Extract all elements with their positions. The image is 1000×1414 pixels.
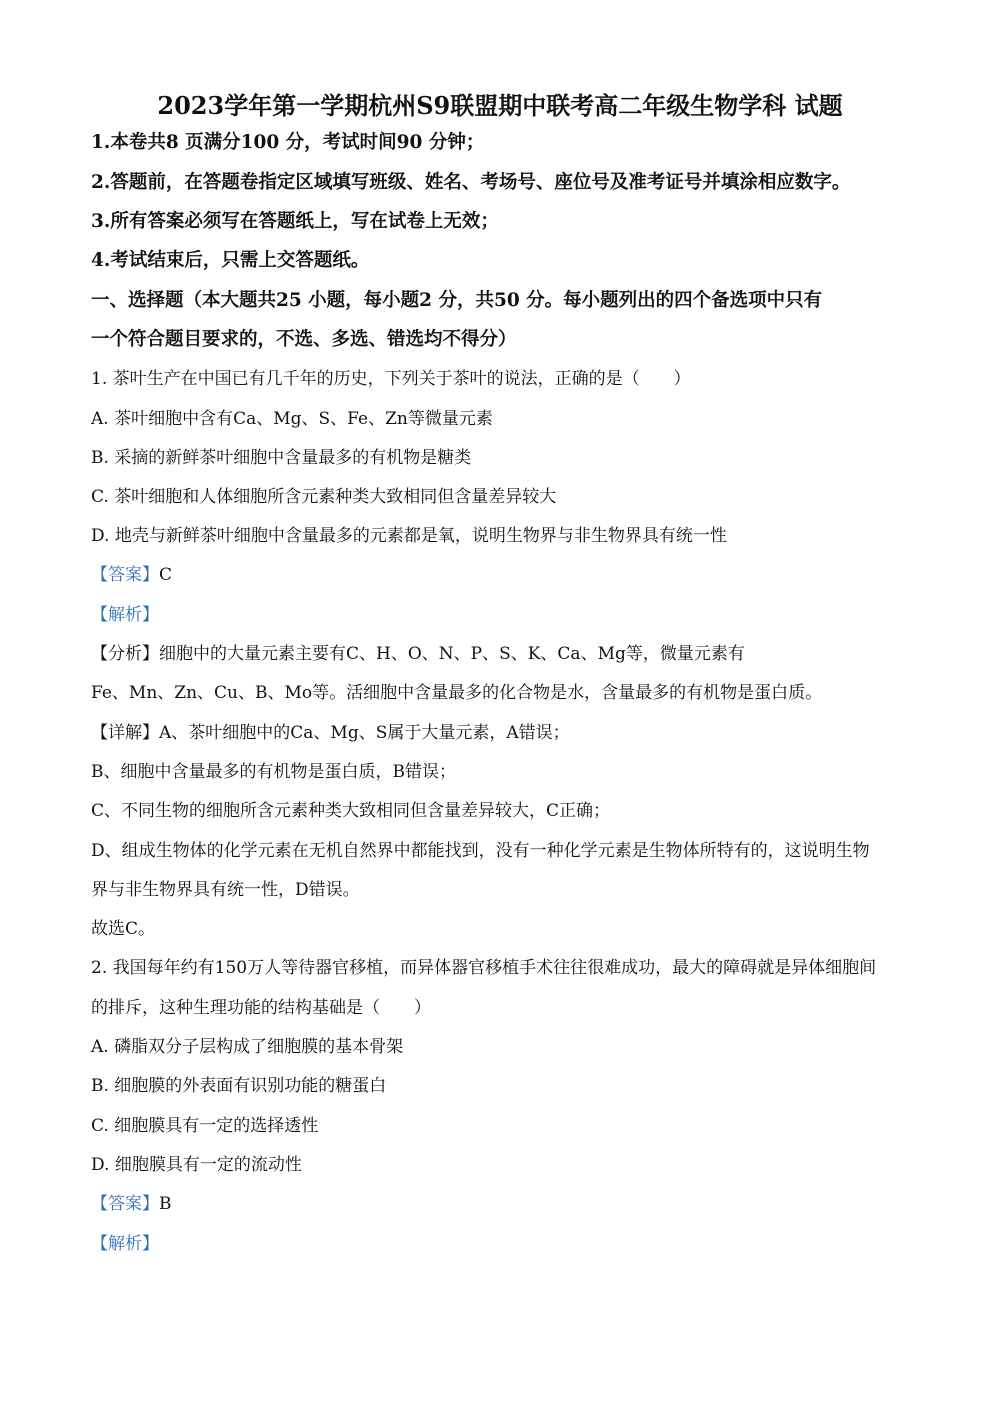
section-heading-line-2: 一个符合题目要求的，不选、多选、错选均不得分） bbox=[91, 329, 517, 350]
q2-stem-line-1: 2. 我国每年约有150万人等待器官移植，而异体器官移植手术往往很难成功，最大的障碍就是异体细胞间 bbox=[91, 958, 877, 978]
q2-option-d: D. 细胞膜具有一定的流动性 bbox=[91, 1155, 302, 1175]
note-3: 3.所有答案必须写在答题纸上，写在试卷上无效； bbox=[91, 211, 499, 232]
q1-option-c: C. 茶叶细胞和人体细胞所含元素种类大致相同但含量差异较大 bbox=[91, 487, 557, 507]
page-title: 2023学年第一学期杭州S9联盟期中联考高二年级生物学科 试题 bbox=[157, 91, 843, 120]
xiangjie-tag: 【详解】 bbox=[91, 723, 159, 743]
q2-analysis-label bbox=[91, 1233, 159, 1255]
q2-option-b: B. 细胞膜的外表面有识别功能的糖蛋白 bbox=[91, 1076, 387, 1096]
q1-conclusion: 故选C。 bbox=[91, 919, 156, 939]
section-heading-line-1: 一、选择题（本大题共25 小题，每小题2 分，共50 分。每小题列出的四个备选项中只有 bbox=[91, 290, 823, 311]
analysis-tag: 【解析】 bbox=[91, 1234, 159, 1254]
q2-stem-line-2: 的排斥，这种生理功能的结构基础是（ ） bbox=[91, 998, 431, 1018]
q1-option-a: A. 茶叶细胞中含有Ca、Mg、S、Fe、Zn等微量元素 bbox=[91, 409, 493, 429]
q2-option-a: A. 磷脂双分子层构成了细胞膜的基本骨架 bbox=[91, 1037, 404, 1057]
answer-value: B bbox=[159, 1194, 172, 1214]
q1-analysis-label bbox=[91, 604, 159, 626]
q1-answer bbox=[91, 564, 172, 586]
q1-fenxi-line-2: Fe、Mn、Zn、Cu、B、Mo等。活细胞中含量最多的化合物是水，含量最多的有机物是蛋白质。 bbox=[91, 683, 823, 703]
q1-detail-line-3: C、不同生物的细胞所含元素种类大致相同但含量差异较大，C正确； bbox=[91, 801, 611, 821]
q1-detail-line-5: 界与非生物界具有统一性，D错误。 bbox=[91, 880, 360, 900]
q1-detail-line-4: D、组成生物体的化学元素在无机自然界中都能找到，没有一种化学元素是生物体所特有的，这说明生物 bbox=[91, 841, 870, 861]
fenxi-tag: 【分析】 bbox=[91, 644, 159, 664]
q1-fenxi-line-1 bbox=[91, 643, 745, 665]
answer-value: C bbox=[159, 565, 173, 585]
q2-answer bbox=[91, 1193, 172, 1215]
q1-stem: 1. 茶叶生产在中国已有几千年的历史，下列关于茶叶的说法，正确的是（ ） bbox=[91, 369, 691, 389]
note-4: 4.考试结束后，只需上交答题纸。 bbox=[91, 250, 370, 271]
q1-option-b: B. 采摘的新鲜茶叶细胞中含量最多的有机物是糖类 bbox=[91, 448, 472, 468]
q2-option-c: C. 细胞膜具有一定的选择透性 bbox=[91, 1116, 319, 1136]
answer-tag: 【答案】 bbox=[91, 565, 159, 585]
note-1: 1.本卷共8 页满分100 分，考试时间90 分钟； bbox=[91, 132, 485, 153]
q1-option-d: D. 地壳与新鲜茶叶细胞中含量最多的元素都是氧，说明生物界与非生物界具有统一性 bbox=[91, 526, 727, 546]
q1-detail-line-2: B、细胞中含量最多的有机物是蛋白质，B错误； bbox=[91, 762, 456, 782]
analysis-tag: 【解析】 bbox=[91, 605, 159, 625]
q1-detail-line-1 bbox=[91, 722, 570, 744]
note-2: 2.答题前，在答题卷指定区域填写班级、姓名、考场号、座位号及准考证号并填涂相应数字。 bbox=[91, 172, 851, 193]
answer-tag: 【答案】 bbox=[91, 1194, 159, 1214]
fenxi-text: 细胞中的大量元素主要有C、H、O、N、P、S、K、Ca、Mg等，微量元素有 bbox=[159, 644, 745, 664]
xiangjie-text: A、茶叶细胞中的Ca、Mg、S属于大量元素，A错误； bbox=[159, 723, 570, 743]
